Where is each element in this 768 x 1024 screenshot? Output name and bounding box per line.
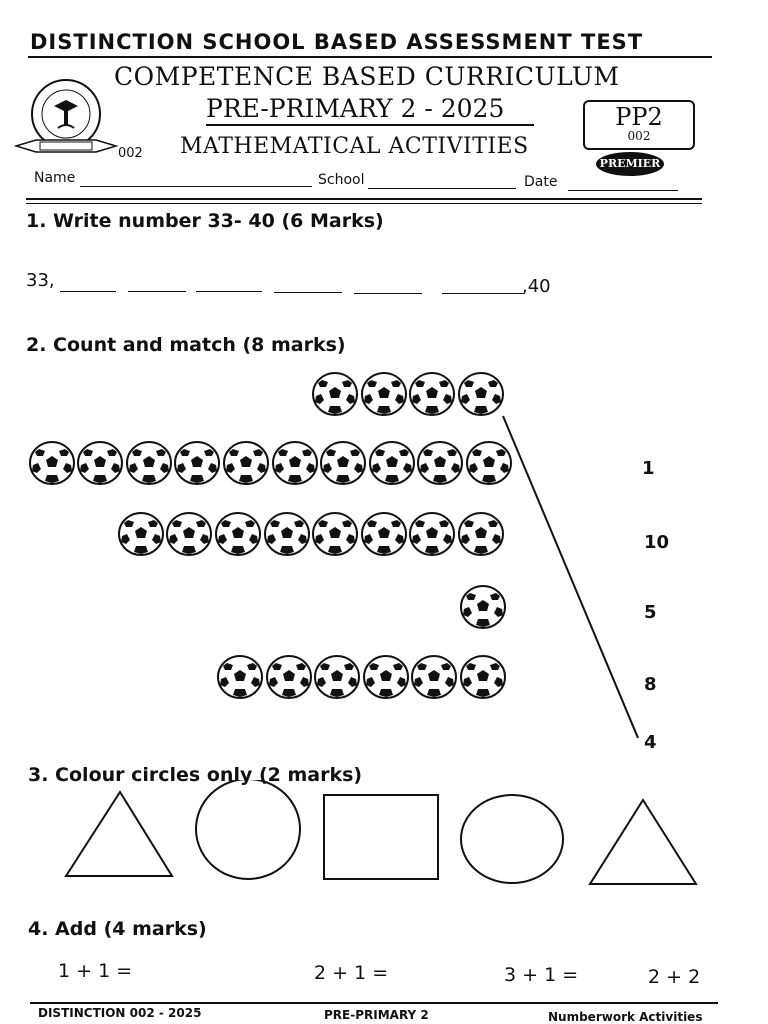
- school-label: School: [318, 172, 365, 188]
- sum-4: 2 + 2: [648, 966, 701, 988]
- triangle-shape-1: [66, 792, 172, 876]
- logo-code: 002: [118, 146, 143, 161]
- sum-2: 2 + 1 =: [314, 962, 389, 984]
- footer-right: Numberwork Activities: [548, 1010, 703, 1024]
- date-label: Date: [524, 174, 558, 190]
- match-number-2: 10: [644, 532, 670, 553]
- q1-heading: 1. Write number 33- 40 (6 Marks): [26, 210, 384, 232]
- match-number-3: 5: [644, 602, 657, 623]
- footer-divider: [30, 1002, 718, 1004]
- q3-heading: 3. Colour circles only (2 marks): [28, 764, 363, 786]
- sum-1: 1 + 1 =: [58, 960, 133, 982]
- q4-heading: 4. Add (4 marks): [28, 918, 207, 940]
- circle-shape-1: [196, 780, 300, 879]
- shapes-row: [0, 780, 768, 890]
- triangle-shape-2: [590, 800, 696, 884]
- sum-3: 3 + 1 =: [504, 964, 579, 986]
- curriculum-title: COMPETENCE BASED CURRICULUM: [114, 62, 620, 91]
- circle-shape-2: [461, 795, 563, 883]
- badge-main: PP2: [615, 103, 663, 131]
- match-number-4: 8: [644, 674, 657, 695]
- q1-start: 33,: [26, 270, 55, 291]
- premier-badge: PREMIER: [596, 152, 664, 176]
- level-title: PRE-PRIMARY 2 - 2025: [206, 94, 505, 123]
- q1-end: ,40: [522, 276, 551, 297]
- match-number-5: 4: [644, 732, 657, 753]
- name-label: Name: [34, 170, 76, 186]
- badge-code: 002: [627, 129, 651, 143]
- footer-center: PRE-PRIMARY 2: [324, 1008, 429, 1022]
- q2-heading: 2. Count and match (8 marks): [26, 334, 346, 356]
- subject-title: MATHEMATICAL ACTIVITIES: [180, 134, 529, 159]
- footer-left: DISTINCTION 002 - 2025: [38, 1006, 202, 1020]
- test-title: DISTINCTION SCHOOL BASED ASSESSMENT TEST: [30, 30, 644, 54]
- match-number-1: 1: [642, 458, 655, 479]
- square-shape: [324, 795, 438, 879]
